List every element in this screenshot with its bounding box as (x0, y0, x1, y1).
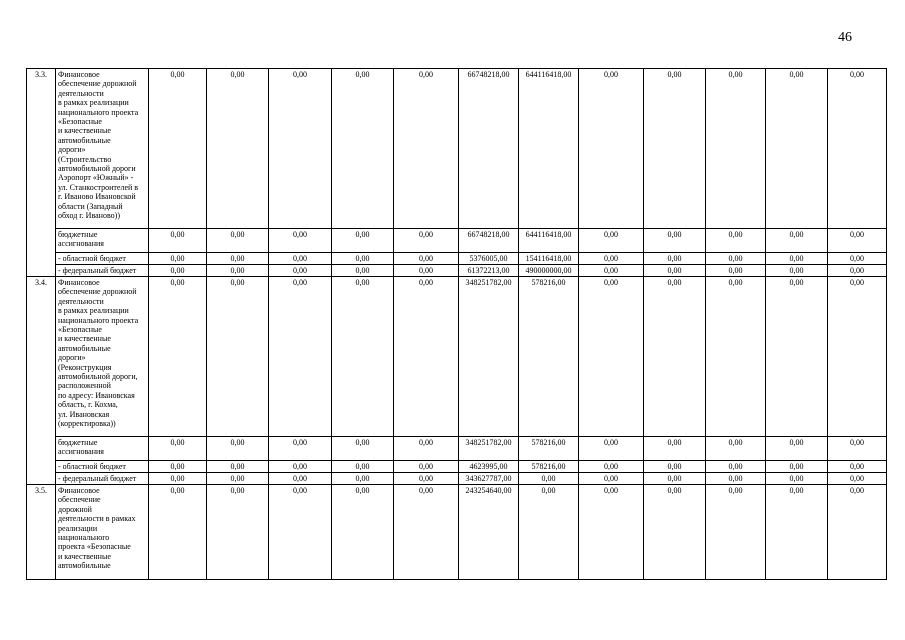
value-cell: 0,00 (579, 473, 644, 485)
value-cell: 348251782,00 (459, 277, 519, 437)
value-cell: 0,00 (207, 69, 269, 229)
table-row (27, 265, 887, 277)
value-cell: 0,00 (644, 265, 706, 277)
value-cell: 66748218,00 (459, 69, 519, 229)
value-cell: 0,00 (149, 253, 207, 265)
value-cell: 61372213,00 (459, 265, 519, 277)
value-cell: 0,00 (207, 473, 269, 485)
table-row (27, 253, 887, 265)
value-cell: 0,00 (332, 437, 394, 461)
budget-source-label: бюджетные ассигнования (56, 229, 149, 253)
value-cell: 0,00 (207, 265, 269, 277)
value-cell: 5376005,00 (459, 253, 519, 265)
item-description: Финансовое обеспечение дорожной деятельности в рамках реализации национального проекта «Безопасные и качественные автомобильные (56, 485, 149, 580)
value-cell: 343627787,00 (459, 473, 519, 485)
section-code: 3.5. (27, 485, 56, 580)
value-cell: 0,00 (579, 277, 644, 437)
value-cell: 0,00 (332, 69, 394, 229)
value-cell: 0,00 (394, 485, 459, 580)
value-cell: 0,00 (706, 473, 766, 485)
value-cell: 0,00 (766, 461, 828, 473)
table-row (27, 229, 887, 253)
value-cell: 0,00 (766, 485, 828, 580)
value-cell: 0,00 (706, 229, 766, 253)
value-cell: 0,00 (207, 485, 269, 580)
value-cell: 578216,00 (519, 461, 579, 473)
value-cell: 0,00 (766, 265, 828, 277)
value-cell: 0,00 (394, 69, 459, 229)
value-cell: 0,00 (766, 277, 828, 437)
value-cell: 0,00 (149, 265, 207, 277)
budget-source-label: бюджетные ассигнования (56, 437, 149, 461)
value-cell: 0,00 (828, 461, 887, 473)
value-cell: 0,00 (269, 265, 332, 277)
financing-table (26, 68, 887, 580)
value-cell: 644116418,00 (519, 69, 579, 229)
value-cell: 0,00 (828, 253, 887, 265)
value-cell: 0,00 (149, 461, 207, 473)
page-number: 46 (838, 30, 852, 45)
value-cell: 0,00 (394, 473, 459, 485)
value-cell: 0,00 (332, 473, 394, 485)
item-description: Финансовое обеспечение дорожной деятельности в рамках реализации национального проекта «Безопасные и качественные автомобильные дороги» (Строительство автомобильной дороги Аэропорт «Южный» - ул. Станкостроителей в г. Иваново Ивановской области (Западный обход г. Иваново)) (56, 69, 149, 229)
value-cell: 0,00 (394, 461, 459, 473)
value-cell: 0,00 (394, 229, 459, 253)
table-row (27, 277, 887, 437)
value-cell: 0,00 (706, 485, 766, 580)
value-cell: 66748218,00 (459, 229, 519, 253)
value-cell: 0,00 (207, 253, 269, 265)
item-description: Финансовое обеспечение дорожной деятельности в рамках реализации национального проекта «Безопасные и качественные автомобильные дороги» (Реконструкция автомобильной дороги, расположенной по адресу: Ивановская область, г. Кохма, ул. Ивановская (корректировка)) (56, 277, 149, 437)
value-cell: 0,00 (332, 253, 394, 265)
value-cell: 0,00 (644, 277, 706, 437)
value-cell: 578216,00 (519, 277, 579, 437)
value-cell: 0,00 (579, 265, 644, 277)
table-row (27, 437, 887, 461)
table-row (27, 485, 887, 580)
value-cell: 0,00 (207, 437, 269, 461)
value-cell: 0,00 (579, 69, 644, 229)
section-code: 3.3. (27, 69, 56, 277)
value-cell: 0,00 (519, 485, 579, 580)
value-cell: 0,00 (644, 229, 706, 253)
value-cell: 0,00 (269, 461, 332, 473)
value-cell: 0,00 (828, 437, 887, 461)
value-cell: 0,00 (332, 277, 394, 437)
value-cell: 0,00 (644, 485, 706, 580)
value-cell: 0,00 (149, 69, 207, 229)
value-cell: 0,00 (149, 229, 207, 253)
value-cell: 243254640,00 (459, 485, 519, 580)
value-cell: 0,00 (332, 485, 394, 580)
table-row (27, 461, 887, 473)
value-cell: 0,00 (394, 277, 459, 437)
value-cell: 0,00 (766, 253, 828, 265)
value-cell: 578216,00 (519, 437, 579, 461)
value-cell: 4623995,00 (459, 461, 519, 473)
value-cell: 0,00 (394, 437, 459, 461)
value-cell: 490000000,00 (519, 265, 579, 277)
value-cell: 0,00 (828, 485, 887, 580)
value-cell: 348251782,00 (459, 437, 519, 461)
value-cell: 0,00 (269, 229, 332, 253)
value-cell: 0,00 (828, 69, 887, 229)
value-cell: 0,00 (579, 461, 644, 473)
value-cell: 0,00 (332, 229, 394, 253)
value-cell: 0,00 (519, 473, 579, 485)
value-cell: 0,00 (269, 253, 332, 265)
value-cell: 0,00 (394, 265, 459, 277)
value-cell: 0,00 (579, 485, 644, 580)
value-cell: 0,00 (706, 437, 766, 461)
value-cell: 0,00 (644, 437, 706, 461)
value-cell: 0,00 (706, 265, 766, 277)
value-cell: 0,00 (149, 485, 207, 580)
value-cell: 0,00 (579, 437, 644, 461)
value-cell: 0,00 (149, 277, 207, 437)
value-cell: 0,00 (706, 69, 766, 229)
value-cell: 0,00 (706, 461, 766, 473)
budget-source-label: - федеральный бюджет (56, 265, 149, 277)
value-cell: 0,00 (828, 229, 887, 253)
value-cell: 0,00 (269, 485, 332, 580)
value-cell: 0,00 (644, 461, 706, 473)
value-cell: 0,00 (828, 277, 887, 437)
value-cell: 0,00 (332, 265, 394, 277)
value-cell: 0,00 (269, 473, 332, 485)
value-cell: 0,00 (269, 277, 332, 437)
value-cell: 0,00 (766, 473, 828, 485)
value-cell: 0,00 (332, 461, 394, 473)
value-cell: 0,00 (207, 461, 269, 473)
budget-source-label: - областной бюджет (56, 253, 149, 265)
value-cell: 0,00 (706, 253, 766, 265)
value-cell: 0,00 (269, 437, 332, 461)
budget-source-label: - федеральный бюджет (56, 473, 149, 485)
value-cell: 0,00 (766, 69, 828, 229)
value-cell: 0,00 (766, 229, 828, 253)
value-cell: 644116418,00 (519, 229, 579, 253)
value-cell: 0,00 (706, 277, 766, 437)
value-cell: 0,00 (394, 253, 459, 265)
value-cell: 0,00 (644, 69, 706, 229)
value-cell: 0,00 (828, 265, 887, 277)
value-cell: 0,00 (207, 229, 269, 253)
value-cell: 0,00 (269, 69, 332, 229)
value-cell: 0,00 (149, 473, 207, 485)
value-cell: 0,00 (149, 437, 207, 461)
value-cell: 0,00 (207, 277, 269, 437)
value-cell: 0,00 (766, 437, 828, 461)
value-cell: 0,00 (579, 229, 644, 253)
value-cell: 0,00 (579, 253, 644, 265)
value-cell: 0,00 (644, 473, 706, 485)
table-row (27, 473, 887, 485)
table-row (27, 69, 887, 229)
value-cell: 0,00 (828, 473, 887, 485)
value-cell: 154116418,00 (519, 253, 579, 265)
value-cell: 0,00 (644, 253, 706, 265)
budget-source-label: - областной бюджет (56, 461, 149, 473)
section-code: 3.4. (27, 277, 56, 485)
